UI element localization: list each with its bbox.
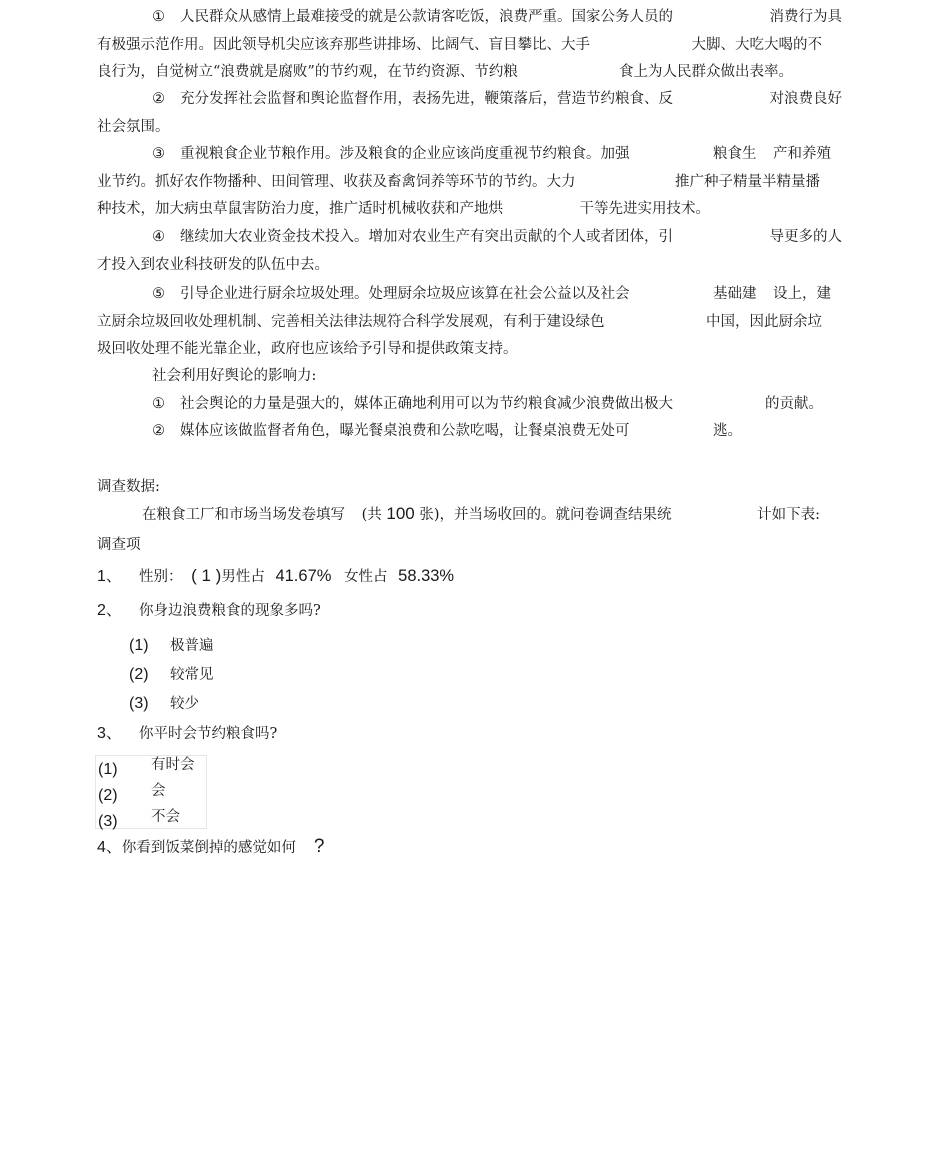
paragraph-marker: ①: [152, 9, 165, 25]
question-number: 2、: [97, 602, 122, 619]
sub-number: ( 1 ): [191, 566, 222, 585]
paragraph-line: [97, 4, 842, 32]
paragraph-3: [97, 141, 842, 224]
text-segment: 食上为人民群众做出表率。: [619, 64, 793, 80]
question-text: 你身边浪费粮食的现象多吗?: [139, 603, 321, 619]
paragraph-line: [97, 141, 842, 169]
text-segment: 大脚、大吃大喝的不: [691, 36, 822, 53]
paragraph-marker: ②: [152, 91, 165, 107]
paragraph-line: [97, 391, 842, 419]
paragraph-4: [97, 224, 842, 279]
paragraph-line: [97, 224, 842, 252]
option-number: (3): [98, 813, 118, 830]
text-segment: 充分发挥社会监督和舆论监督作用，表扬先进，鞭策落后，营造节约粮食、反: [180, 91, 673, 107]
male-percent: 41.67%: [275, 567, 332, 585]
text-segment: 媒体应该做监督者角色，曝光餐桌浪费和公款吃喝，让餐桌浪费无处可: [180, 423, 630, 439]
option-label: 较常见: [170, 667, 214, 683]
heading-text: 社会利用好舆论的影响力:: [152, 368, 317, 384]
text-segment: 引导企业进行厨余垃圾处理。处理厨余垃圾应该算在社会公益以及社会: [180, 286, 630, 302]
table-row: [98, 810, 180, 831]
paragraph-line: [97, 86, 842, 114]
paragraph-marker: ①: [152, 396, 165, 412]
text-segment: 有极强示范作用。因此领导机尖应该弃那些讲排场、比阔气、盲目攀比、大手: [97, 36, 590, 53]
question-number: 4、: [97, 839, 122, 856]
paragraph-marker: ②: [152, 423, 165, 439]
male-label: 男性占: [221, 569, 265, 585]
option-number: (2): [129, 666, 149, 683]
media-point-2: [97, 418, 842, 446]
paragraph-marker: ④: [152, 229, 165, 245]
text-segment: 良行为，自觉树立“浪费就是腐败”的节约观，在节约资源、节约粮: [97, 64, 518, 80]
intro-text: (共: [361, 507, 382, 523]
paragraph-2: [97, 86, 842, 141]
option-label: 有时会: [151, 757, 195, 773]
option-item: [129, 663, 214, 684]
question-mark: ?: [313, 836, 325, 857]
table-row: [98, 784, 166, 805]
intro-text: 计如下表:: [757, 507, 820, 523]
paragraph-line: [97, 418, 842, 446]
text-segment: 业节约。抓好农作物播种、田间管理、收获及畜禽饲养等环节的节约。大力: [97, 173, 576, 190]
option-label: 不会: [151, 809, 180, 825]
options-table: [95, 755, 207, 829]
question-2: [97, 597, 321, 620]
text-segment: 种技术，加大病虫草鼠害防治力度，推广适时机械收获和产地烘: [97, 201, 503, 217]
option-number: (1): [129, 637, 149, 654]
text-segment: 消费行为具: [769, 9, 842, 25]
text-segment: 设上，建: [773, 286, 831, 302]
text-segment: 中国，因此厨余垃: [706, 313, 822, 330]
text-segment: 圾回收处理不能光靠企业，政府也应该给予引导和提供政策支持。: [97, 341, 518, 357]
text-segment: 粮食生: [713, 146, 757, 162]
survey-items-label: 调查项: [97, 537, 141, 553]
paragraph-marker: ⑤: [152, 286, 165, 302]
text-segment: 产和养殖: [773, 146, 831, 162]
question-text: 你平时会节约粮食吗?: [139, 726, 278, 742]
text-segment: 社会氛围。: [97, 118, 170, 135]
question-label: 性别：: [139, 569, 183, 585]
survey-intro: [97, 503, 820, 524]
paragraph-line: [97, 169, 842, 197]
option-item: [129, 692, 199, 713]
text-segment: 才投入到农业科技研发的队伍中去。: [97, 256, 329, 273]
paragraph-marker: ③: [152, 146, 165, 162]
question-number: 3、: [97, 725, 122, 742]
option-number: (3): [129, 695, 149, 712]
paragraph-line: [97, 114, 842, 142]
question-number: 1、: [97, 568, 122, 585]
option-label: 会: [151, 783, 166, 799]
option-label: 极普遍: [170, 638, 214, 654]
text-segment: 逃。: [713, 423, 742, 439]
paragraph-line: [97, 336, 842, 364]
option-number: (2): [98, 787, 118, 804]
paragraph-line: [97, 32, 842, 60]
paragraph-line: [97, 281, 842, 309]
text-segment: 对浪费良好: [769, 91, 842, 107]
text-segment: 干等先进实用技术。: [579, 201, 710, 217]
table-row: [98, 758, 195, 779]
female-percent: 58.33%: [398, 567, 455, 585]
option-label: 较少: [170, 696, 199, 712]
text-segment: 社会舆论的力量是强大的，媒体正确地利用可以为节约粮食减少浪费做出极大: [180, 396, 673, 412]
paragraph-line: [97, 309, 842, 337]
survey-heading: 调查数据:: [97, 479, 160, 495]
text-segment: 的贡献。: [765, 396, 823, 412]
paragraph-line: [97, 59, 842, 87]
option-item: [129, 634, 214, 655]
intro-text: 张)，并当场收回的。就问卷调查结果统: [419, 507, 672, 523]
media-heading: [97, 363, 842, 391]
paragraph-line: [97, 252, 842, 280]
text-segment: 人民群众从感情上最难接受的就是公款请客吃饭，浪费严重。国家公务人员的: [180, 9, 673, 25]
text-segment: 基础建: [713, 286, 757, 302]
female-label: 女性占: [344, 569, 388, 585]
text-segment: 推广种子精量半精量播: [675, 173, 820, 190]
text-segment: 立厨余垃圾回收处理机制、完善相关法律法规符合科学发展观，有利于建设绿色: [97, 313, 605, 330]
question-1: [97, 563, 454, 586]
intro-text: 在粮食工厂和市场当场发卷填写: [142, 507, 345, 523]
text-segment: 继续加大农业资金技术投入。增加对农业生产有突出贡献的个人或者团体，引: [180, 229, 673, 245]
text-segment: 重视粮食企业节粮作用。涉及粮食的企业应该尚度重视节约粮食。加强: [180, 146, 630, 162]
sample-count: 100: [386, 504, 415, 523]
question-text: 你看到饭菜倒掉的感觉如何: [121, 840, 296, 856]
media-point-1: [97, 391, 842, 419]
paragraph-1: [97, 4, 842, 87]
paragraph-line: [97, 196, 842, 224]
paragraph-5: [97, 281, 842, 364]
question-3: [97, 720, 277, 743]
question-4: [97, 834, 324, 858]
text-segment: 导更多的人: [769, 229, 842, 245]
option-number: (1): [98, 761, 118, 778]
